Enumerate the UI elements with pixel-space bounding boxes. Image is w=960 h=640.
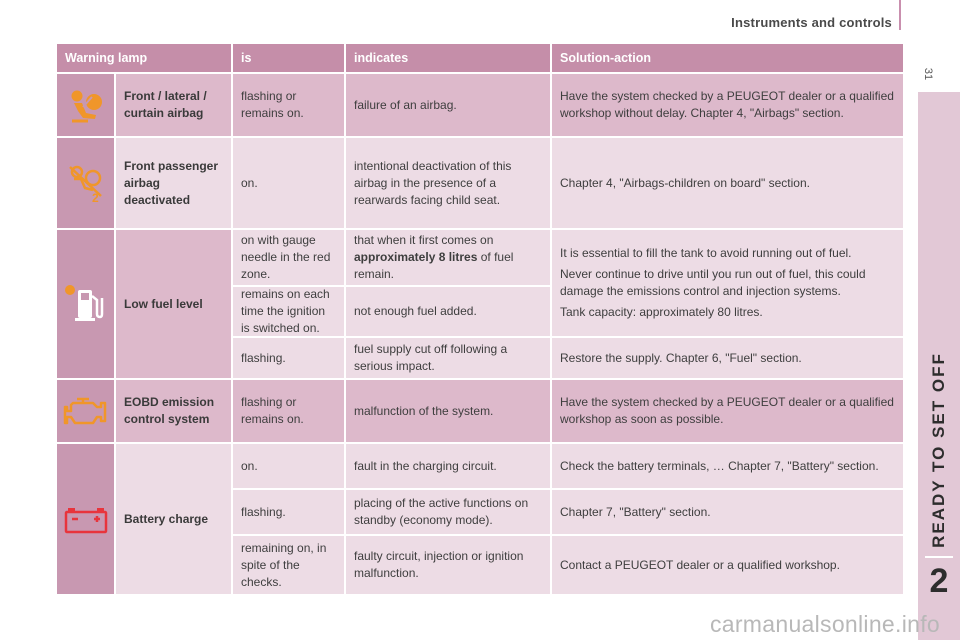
airbag-warning-icon	[66, 85, 106, 125]
svg-text:2: 2	[91, 191, 99, 204]
table-row-lamp-name: Front passenger airbag deactivated	[116, 138, 231, 228]
table-row-icon-cell	[57, 138, 114, 228]
table-row-lamp-name: Front / lateral / curtain airbag	[116, 74, 231, 136]
passenger-airbag-off-icon	[65, 162, 107, 204]
column-header-is: is	[233, 44, 344, 72]
table-row-lamp-name: EOBD emission control system	[116, 380, 231, 442]
table-row-indicates: intentional deactivation of this airbag in the presence of a rearwards facing child seat.	[346, 138, 550, 228]
indicates-text	[354, 232, 542, 283]
table-row-indicates: fault in the charging circuit.	[346, 444, 550, 488]
chapter-title-text: READY TO SET OFF	[929, 352, 948, 548]
table-row-solution: Check the battery terminals, … Chapter 7, "Battery" section.	[552, 444, 903, 488]
table-row-solution: Have the system checked by a PEUGEOT dealer or a qualified workshop without delay. Chapter 4, "Airbags" section.	[552, 74, 903, 136]
table-row-lamp-name: Low fuel level	[116, 230, 231, 378]
column-header-warning-lamp: Warning lamp	[57, 44, 231, 72]
table-row-indicates: malfunction of the system.	[346, 380, 550, 442]
table-row-indicates: faulty circuit, injection or ignition malfunction.	[346, 536, 550, 594]
solution-paragraph: It is essential to fill the tank to avoid running out of fuel.	[560, 246, 852, 260]
section-title: Instruments and controls	[731, 15, 892, 30]
warning-lamps-table	[57, 44, 903, 594]
indicates-text-pre: that when it first comes on	[354, 233, 494, 247]
table-row-indicates: fuel supply cut off following a serious impact.	[346, 338, 550, 378]
watermark: carmanualsonline.info	[709, 611, 940, 637]
table-row-is: flashing or remains on.	[233, 74, 344, 136]
table-row-icon-cell	[57, 230, 114, 378]
solution-paragraph: Tank capacity: approximately 80 litres.	[560, 305, 763, 319]
table-row-indicates: not enough fuel added.	[346, 287, 550, 336]
table-row-indicates: placing of the active functions on standby (economy mode).	[346, 490, 550, 534]
table-row-solution: Chapter 4, "Airbags-children on board" section.	[552, 138, 903, 228]
table-row-solution: Chapter 7, "Battery" section.	[552, 490, 903, 534]
table-row-icon-cell	[57, 74, 114, 136]
indicates-text-post: of fuel remain.	[354, 250, 514, 281]
table-row-is: on with gauge needle in the red zone.	[233, 230, 344, 285]
table-row-solution: Contact a PEUGEOT dealer or a qualified workshop.	[552, 536, 903, 594]
engine-warning-icon	[63, 393, 109, 429]
table-row-solution	[552, 230, 903, 336]
table-row-is: on.	[233, 138, 344, 228]
table-row-icon-cell	[57, 444, 114, 594]
column-header-solution: Solution-action	[552, 44, 903, 72]
header-divider	[899, 0, 901, 30]
table-row-is: flashing.	[233, 490, 344, 534]
column-header-indicates: indicates	[346, 44, 550, 72]
table-row-solution: Have the system checked by a PEUGEOT dealer or a qualified workshop as soon as possible.	[552, 380, 903, 442]
table-row-is: remaining on, in spite of the checks.	[233, 536, 344, 594]
battery-icon	[64, 504, 108, 534]
table-row-is: remains on each time the ignition is switched on.	[233, 287, 344, 336]
chapter-number: 2	[929, 562, 949, 600]
table-row-is: on.	[233, 444, 344, 488]
fuel-pump-icon	[64, 282, 108, 326]
table-row-is: flashing.	[233, 338, 344, 378]
indicates-text-bold: approximately 8 litres	[354, 250, 478, 264]
table-row-is: flashing or remains on.	[233, 380, 344, 442]
table-row-solution: Restore the supply. Chapter 6, "Fuel" section.	[552, 338, 903, 378]
page-number: 31	[922, 67, 934, 81]
table-row-indicates: failure of an airbag.	[346, 74, 550, 136]
table-row-indicates	[346, 230, 550, 285]
chapter-divider	[925, 556, 953, 558]
table-row-lamp-name: Battery charge	[116, 444, 231, 594]
solution-paragraph: Never continue to drive until you run out of fuel, this could damage the emissions control and injection systems.	[560, 267, 866, 298]
table-row-icon-cell	[57, 380, 114, 442]
